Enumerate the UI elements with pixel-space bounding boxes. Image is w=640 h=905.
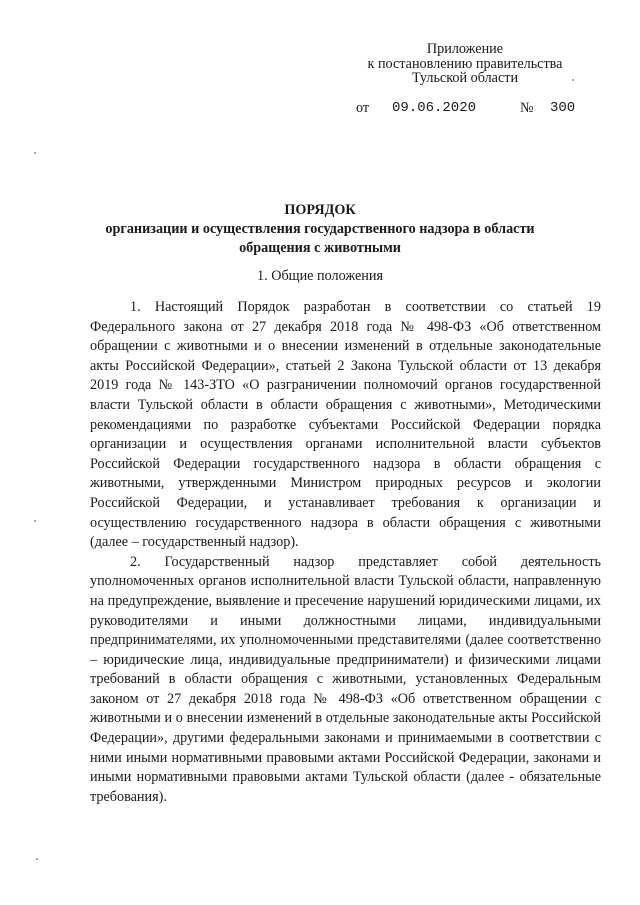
date-label: от	[356, 100, 370, 116]
appendix-block	[340, 42, 590, 86]
paragraph-1: 1. Настоящий Порядок разработан в соответствии со статьей 19 Федерального закона от 27 декабря 2018 года № 498-ФЗ «Об ответственном обращении с животными и о внесении изменений в отдельные законодательные акты Российской Федерации», статьей 2 Закона Тульской области от 13 декабря 2019 года № 143-ЗТО «О разграничении полномочий органов государственной власти Тульской области в области обращения с животными», Методическими рекомендациями по разработке субъектами Российской Федерации порядка организации и осуществления органами исполнительной власти субъектов Российской Федерации государственного надзора в области обращения с животными, утвержденными Министром природных ресурсов и экологии Российской Федерации, и устанавливает требования к организации и осуществлению государственного надзора в области обращения с животными (далее – государственный надзор).	[90, 299, 601, 551]
number-label: №	[520, 100, 534, 116]
document-title	[60, 201, 580, 258]
appendix-region-line: Тульской области	[411, 70, 519, 86]
scan-speck	[572, 79, 574, 81]
scan-speck	[34, 520, 36, 522]
document-body	[90, 298, 601, 807]
section-heading: 1. Общие положения	[257, 268, 383, 284]
title-subtitle-line1: организации и осуществления государственного надзора в области	[105, 221, 535, 237]
title-main: ПОРЯДОК	[284, 202, 356, 218]
appendix-title: Приложение	[426, 41, 504, 57]
scan-speck	[34, 152, 36, 154]
paragraph-2: 2. Государственный надзор представляет собой деятельность уполномоченных органов исполнительной власти Тульской области, направленную на предупреждение, выявление и пресечение нарушений юридическими лицами, их руководителями и иными должностными лицами, индивидуальными предпринимателями, их уполномоченными представителями (далее соответственно – юридические лица, индивидуальные предприниматели) и физическими лицами требований в области обращения с животными, установленных Федеральным законом от 27 декабря 2018 года № 498-ФЗ «Об ответственном обращении с животными и о внесении изменений в отдельные законодательные акты Российской Федерации», другими федеральными законами и принимаемыми в соответствии с ними иными нормативными правовыми актами Российской Федерации, законами и иными нормативными правовыми актами Тульской области (далее - обязательные требования).	[90, 553, 601, 805]
number-value: 300	[550, 100, 576, 116]
appendix-resolution-line: к постановлению правительства	[367, 55, 563, 72]
date-value: 09.06.2020	[392, 100, 477, 116]
scan-speck	[36, 858, 38, 860]
title-subtitle-line2: обращения с животными	[239, 240, 401, 256]
